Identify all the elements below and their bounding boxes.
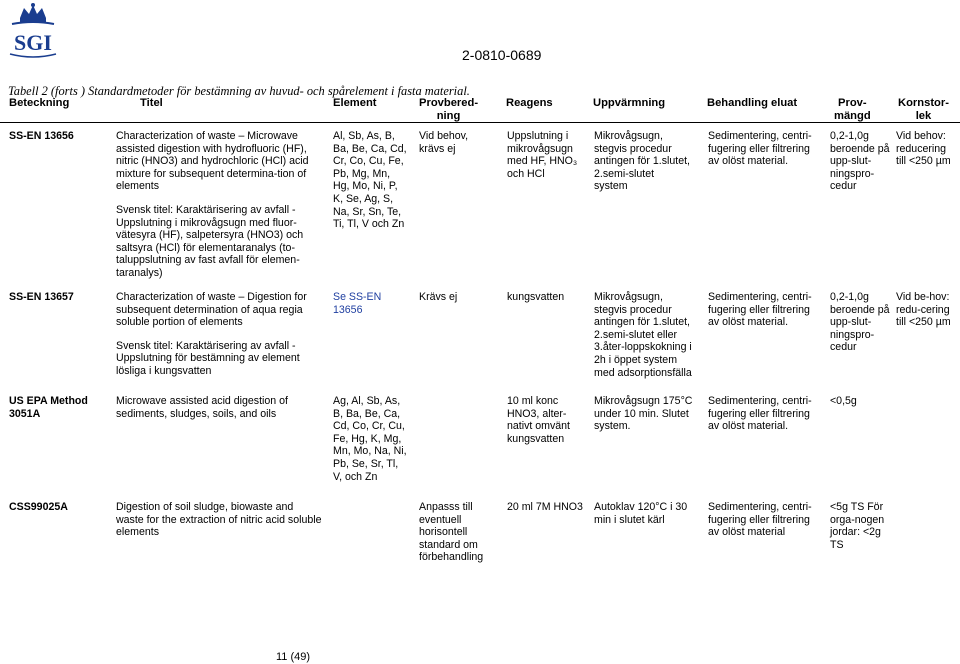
page-number: 11 (49) [276,651,311,663]
row-title: Microwave assisted acid digestion of sediments, sludges, soils, and oils [116,395,288,420]
header-uppvarmning: Uppvärmning [593,97,666,109]
row-eluate: Sedimentering, centri-fugering eller filtrering av olöst material. [708,395,812,433]
row-amount: <0,5g [830,395,857,407]
row-heating: Mikrovågsugn, stegvis procedur antingen för 1.slutet, 2.semi-slutet eller 3.åter-loppskokning i 2h i öppet system med adsorptionsfälla [594,291,692,379]
row-id: CSS99025A [9,501,68,513]
document-number: 2-0810-0689 [462,47,542,63]
header-kornstorlek: Kornstor- lek [898,97,949,122]
row-grain: Vid behov: reducering till <250 µm [896,130,951,168]
row-id: US EPA Method 3051A [9,395,88,420]
row-eluate: Sedimentering, centri-fugering eller filtrering av olöst material. [708,291,812,329]
row-prep: Krävs ej [419,291,458,303]
row-element: Se SS-EN 13656 [333,291,382,316]
header-divider [0,122,960,123]
row-id: SS-EN 13657 [9,291,74,303]
row-title: Digestion of soil sludge, biowaste and waste for the extraction of nitric acid soluble elements [116,501,322,539]
sgi-logo [6,2,60,62]
header-beteckning: Beteckning [9,97,70,109]
row-amount: <5g TS För orga-nogen jordar: <2g TS [830,501,885,551]
table-caption: Tabell 2 (forts ) Standardmetoder för bestämning av huvud- och spårelement i fasta material. [8,84,470,98]
row-title: Characterization of waste – Digestion for subsequent determination of aqua regia soluble portion of elements Svensk titel: Karaktärisering av avfall - Uppslutning för bestämning av element lösliga i kungsvatten [116,291,307,377]
row-reagent: Uppslutning i mikrovågsugn med HF, HNO₃ och HCl [507,130,578,180]
header-titel: Titel [140,97,163,109]
logo-text: SGI [14,30,52,55]
row-heating: Mikrovågsugn, stegvis procedur antingen för 1.slutet, 2.semi-slutet system [594,130,690,193]
row-reagent: 20 ml 7M HNO3 [507,501,583,513]
header-behandling-eluat: Behandling eluat [707,97,798,109]
row-element: Al, Sb, As, B, Ba, Be, Ca, Cd, Cr, Co, Cu, Fe, Pb, Mg, Mn, Hg, Mo, Ni, P, K, Se, Ag, S, Na, Sr, Sn, Te, Ti, Tl, V och Zn [333,130,407,231]
row-id: SS-EN 13656 [9,130,74,142]
row-reagent: 10 ml konc HNO3, alter-nativt omvänt kungsvatten [507,395,571,445]
header-element: Element [333,97,377,109]
row-grain: Vid be-hov: redu-cering till <250 µm [896,291,951,329]
header-provberedning: Provbered- ning [419,97,479,122]
row-amount: 0,2-1,0g beroende på upp-slut-ningspro-cedur [830,291,890,354]
row-reagent: kungsvatten [507,291,565,303]
row-heating: Autoklav 120°C i 30 min i slutet kärl [594,501,688,526]
row-amount: 0,2-1,0g beroende på upp-slut-ningspro-cedur [830,130,890,193]
row-eluate: Sedimentering, centri-fugering eller filtrering av olöst material. [708,130,812,168]
row-title: Characterization of waste – Microwave assisted digestion with hydrofluoric (HF), nitric (HNO3) and hydrochloric (HCl) acid mixture for subsequent determina-tion of elements Svensk titel: Karaktärisering av avfall - Uppslutning i mikrovågsugn med fluor-vätesyra (HF), salpetersyra (HNO3) och saltsyra (HCl) för elementaranalys (to-taluppslutning av fast avfall för elemen-taranalys) [116,130,309,279]
row-element: Ag, Al, Sb, As, B, Ba, Be, Ca, Cd, Co, Cr, Cu, Fe, Hg, K, Mg, Mn, Mo, Na, Ni, Pb, Se, Sr, Tl, V, och Zn [333,395,407,483]
row-prep: Anpasss till eventuell horisontell standard om förbehandling [419,501,484,564]
row-eluate: Sedimentering, centri-fugering eller filtrering av olöst material [708,501,812,539]
row-prep: Vid behov, krävs ej [419,130,469,155]
crown-icon [20,3,46,22]
header-provmangd: Prov- mängd [834,97,871,122]
header-reagens: Reagens [506,97,553,109]
row-heating: Mikrovågsugn 175°C under 10 min. Slutet system. [594,395,693,433]
